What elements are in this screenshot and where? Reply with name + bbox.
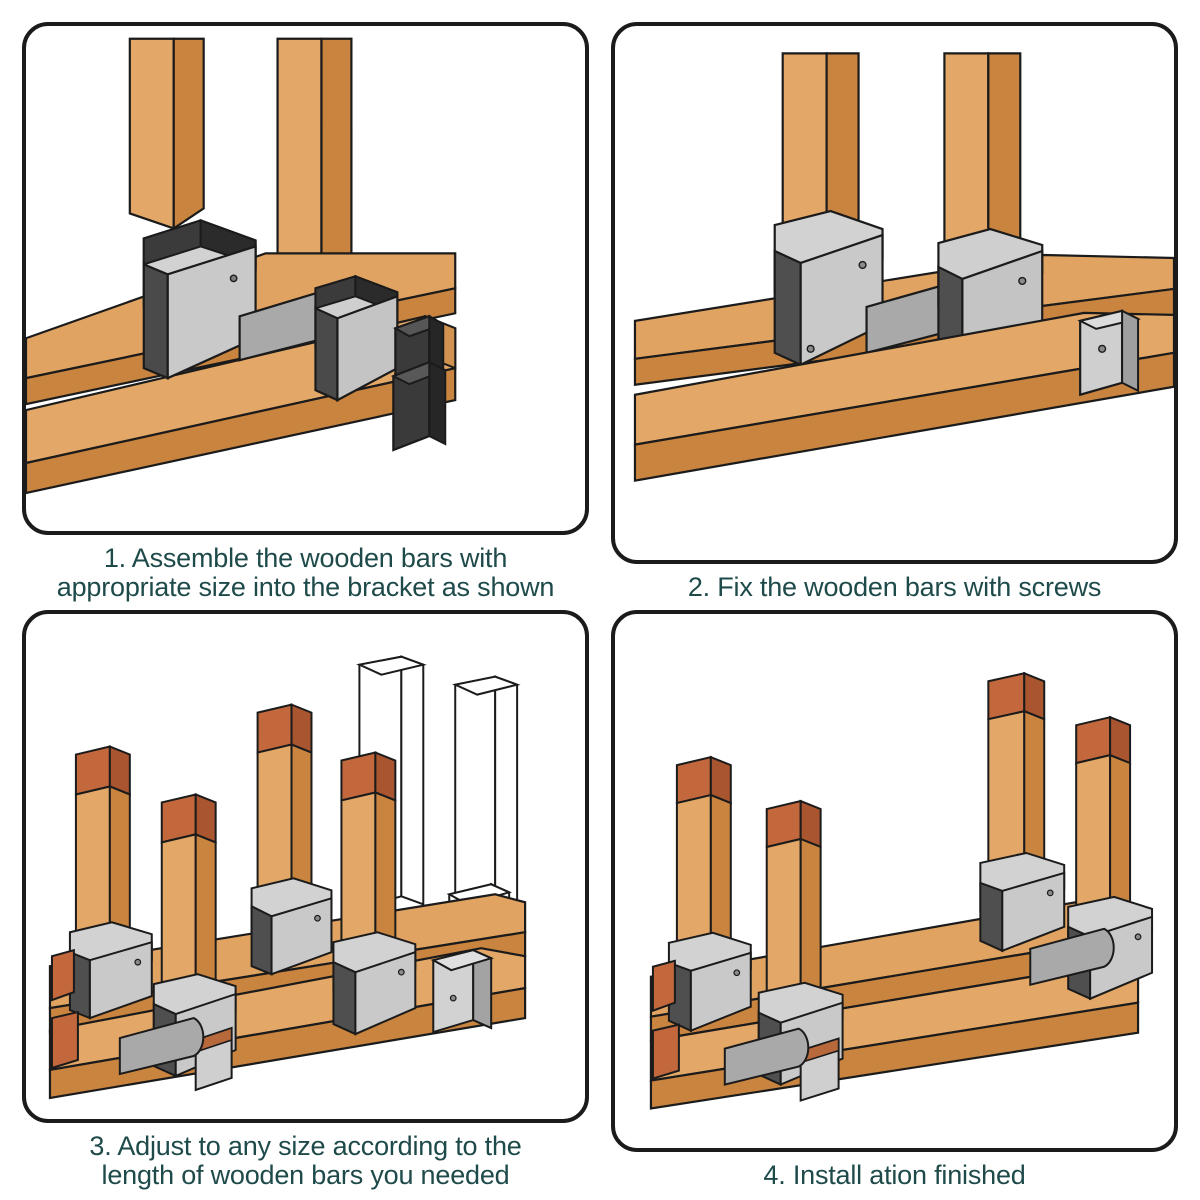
panel-4-caption — [611, 1152, 1178, 1190]
panel-1-caption-line1: 1. Assemble the wooden bars with — [103, 542, 508, 573]
panel-3-illustration — [26, 614, 585, 1119]
bracket-front-sleeve — [1080, 311, 1138, 395]
wood-end-cap-left — [52, 1012, 78, 1068]
panel-3-caption-line1: 3. Adjust to any size according to the — [89, 1130, 522, 1161]
panel-3-frame — [22, 610, 589, 1123]
panel-2-caption-line1: 2. Fix the wooden bars with screws — [687, 571, 1102, 602]
panel-3 — [22, 610, 589, 1190]
wood-post-right — [944, 53, 1020, 259]
panel-1-caption-line2: appropriate size into the bracket as shown — [56, 571, 555, 602]
panel-1-frame — [22, 22, 589, 535]
panel-4-caption-line1: 4. Install ation finished — [763, 1159, 1026, 1190]
panel-2-frame — [611, 22, 1178, 564]
panel-2-caption — [611, 564, 1178, 602]
bracket-sleeve-lower — [393, 362, 445, 450]
bracket-right-sleeve — [433, 950, 491, 1032]
panel-1-caption — [22, 535, 589, 602]
wood-post-left — [130, 39, 204, 229]
panel-4 — [611, 610, 1178, 1190]
panel-2 — [611, 22, 1178, 602]
panel-1-illustration — [26, 26, 585, 531]
wood-end-cap-left-back — [653, 961, 675, 1011]
panel-3-caption-line2: length of wooden bars you needed — [101, 1159, 510, 1190]
panel-4-frame — [611, 610, 1178, 1152]
panel-1 — [22, 22, 589, 602]
panel-3-caption — [22, 1123, 589, 1190]
panel-4-illustration — [615, 614, 1174, 1148]
panel-2-illustration — [615, 26, 1174, 560]
wood-end-cap-left-front — [653, 1025, 679, 1079]
wood-end-cap-left-back — [52, 950, 74, 1000]
